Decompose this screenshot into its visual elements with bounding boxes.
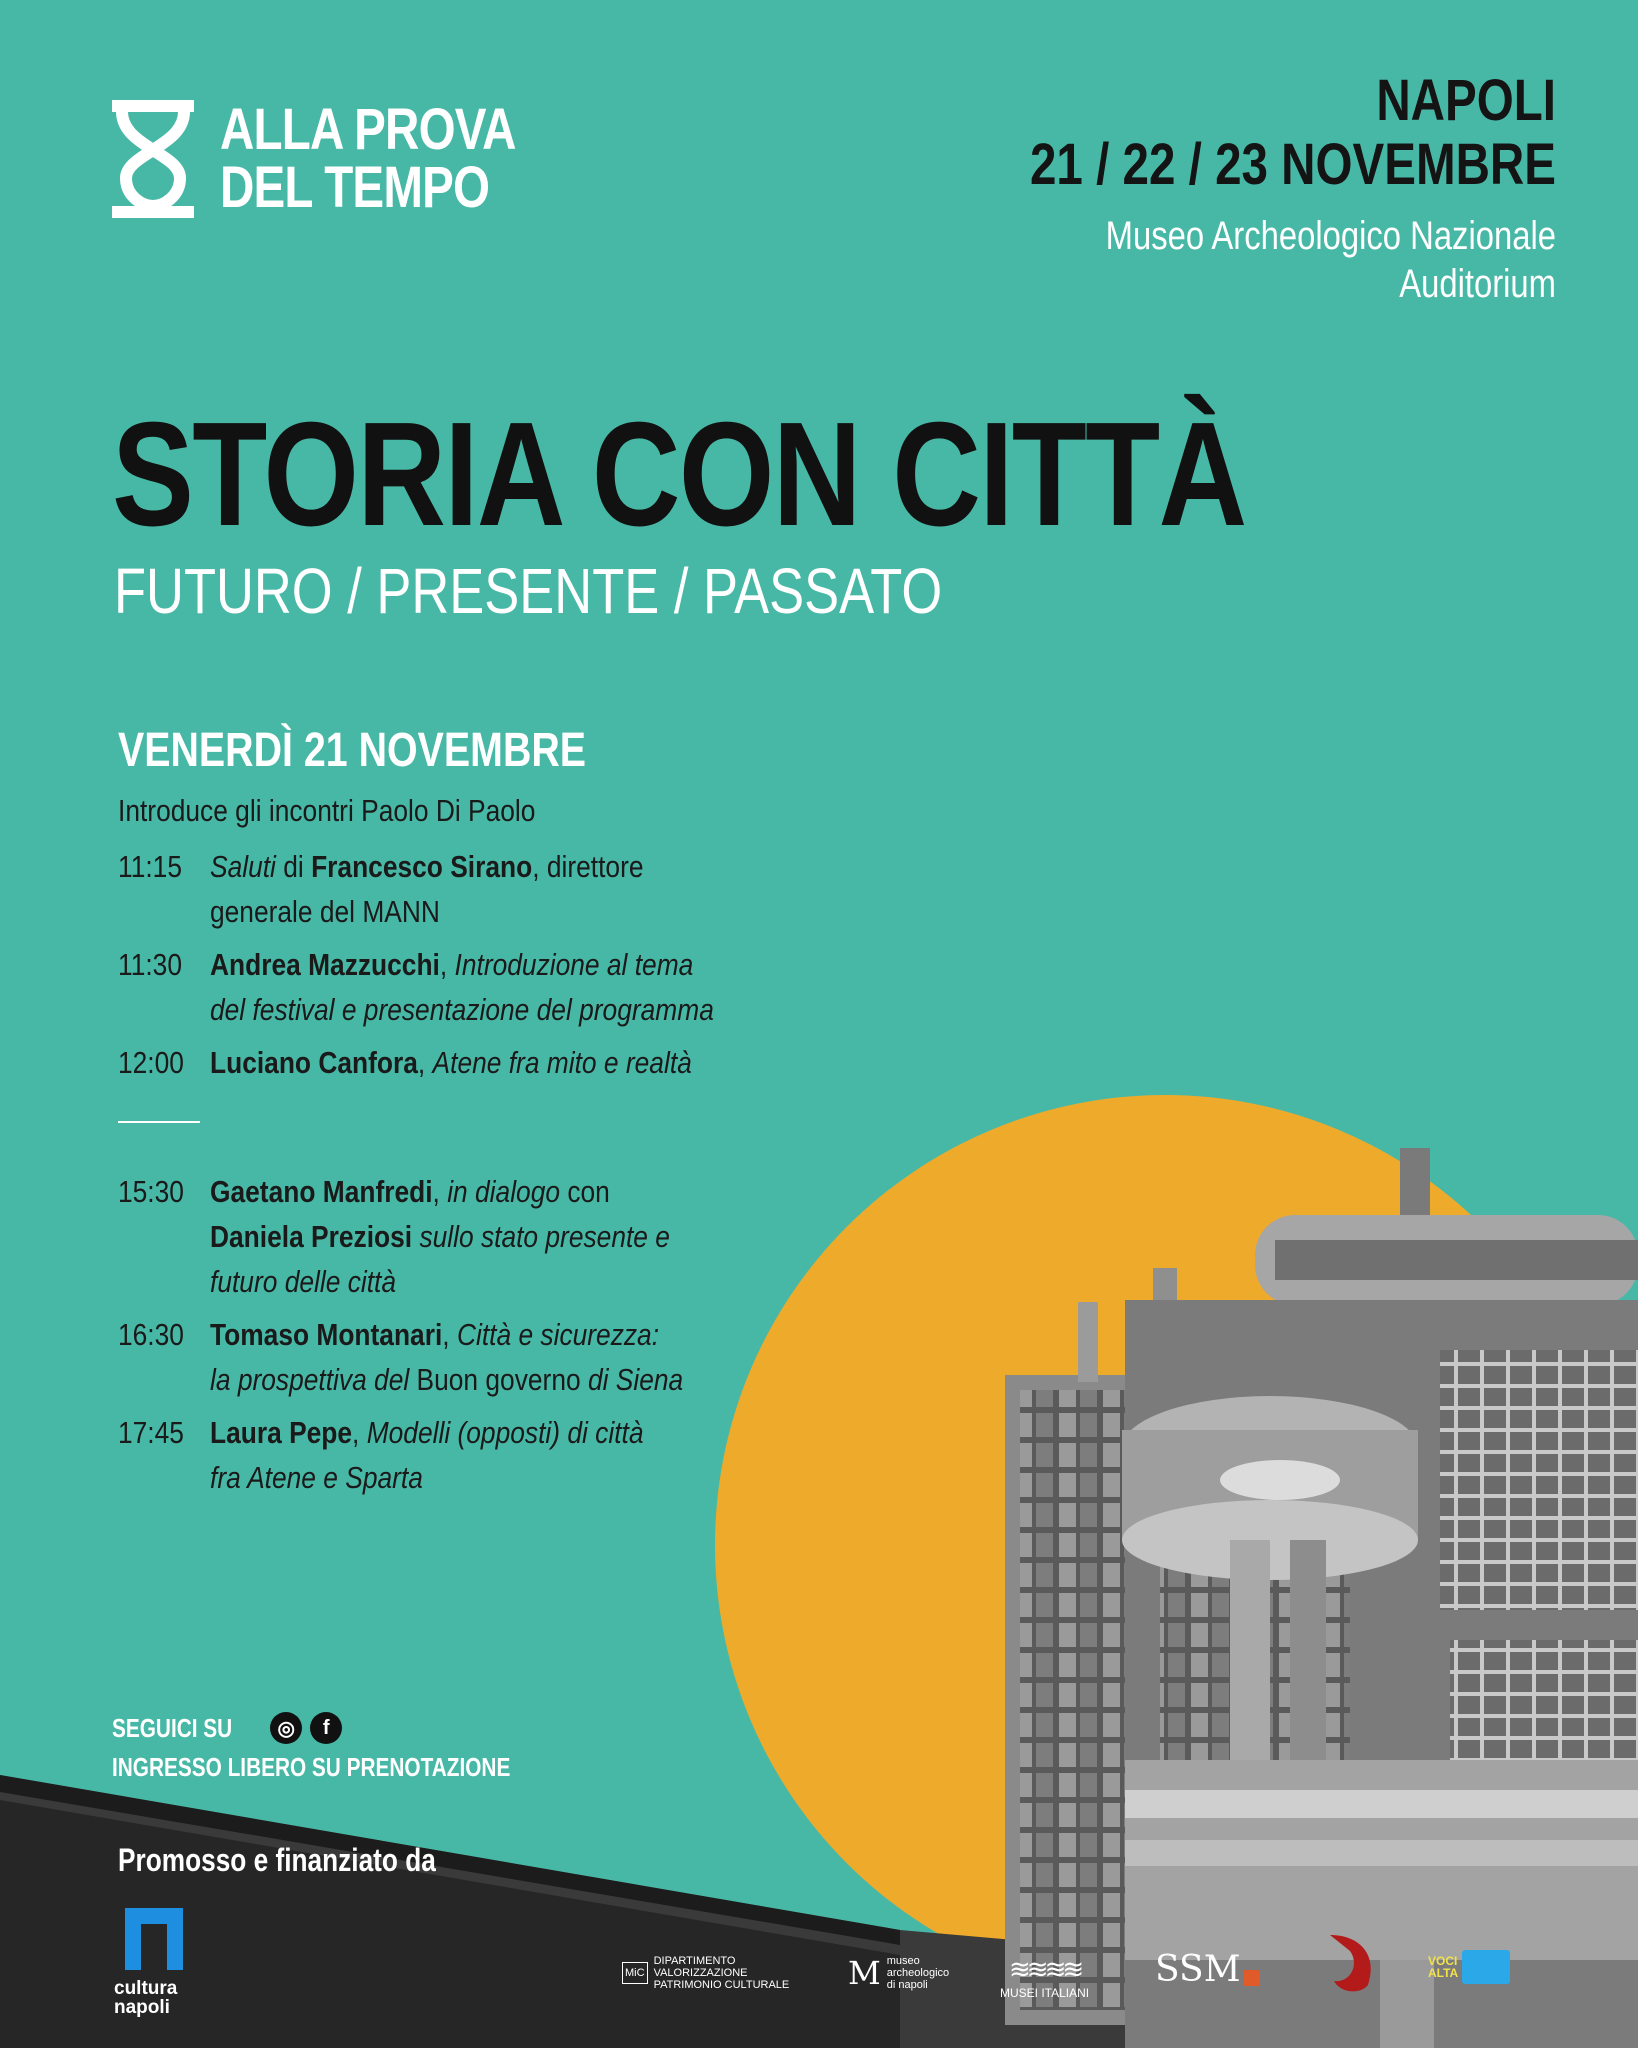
session-item xyxy=(118,1312,878,1402)
session-description xyxy=(210,889,440,934)
session-text: futuro delle città xyxy=(210,1264,397,1299)
session-text: , xyxy=(352,1415,367,1450)
afternoon-sessions xyxy=(118,1169,878,1500)
session-text: , direttore xyxy=(532,849,644,884)
session-text: di Siena xyxy=(587,1362,684,1397)
sponsor-musei-italiani xyxy=(1000,1955,1089,1999)
session-item xyxy=(118,1040,878,1085)
session-time: 16:30 xyxy=(118,1317,184,1352)
session-text: generale del MANN xyxy=(210,894,440,929)
brand-line-2: DEL TEMPO xyxy=(220,155,490,220)
session-text: la prospettiva del xyxy=(210,1362,410,1397)
session-description xyxy=(210,1214,670,1259)
facebook-icon[interactable]: f xyxy=(310,1712,342,1744)
cultura-line-2: napoli xyxy=(114,1997,170,2018)
ssm-text: SSM xyxy=(1155,1949,1241,1990)
session-item xyxy=(118,844,878,934)
session-text: Francesco Sirano xyxy=(311,849,533,884)
follow-label: SEGUICI SU xyxy=(112,1713,233,1743)
session-text: Città e sicurezza: xyxy=(456,1317,660,1352)
mann-text: museo archeologico di napoli xyxy=(886,1955,950,1991)
event-venue-room: Auditorium xyxy=(1399,262,1556,306)
follow-us xyxy=(112,1712,342,1744)
session-time: 11:15 xyxy=(118,849,182,884)
session-time: 12:00 xyxy=(118,1045,184,1080)
event-venue: Museo Archeologico Nazionale xyxy=(1105,214,1556,258)
session-text: , xyxy=(439,947,455,982)
session-text: , xyxy=(417,1045,433,1080)
session-text: , xyxy=(442,1317,457,1352)
session-description xyxy=(210,1410,644,1455)
session-description xyxy=(210,987,714,1032)
session-description xyxy=(210,1169,610,1214)
booking-note: INGRESSO LIBERO SU PRENOTAZIONE xyxy=(112,1752,511,1782)
voci-alta-text: VOCI ALTA xyxy=(1428,1954,1459,1980)
hourglass-logo-icon xyxy=(112,100,194,218)
dipartimento-text: DIPARTIMENTO VALORIZZAZIONE PATRIMONIO CULTURALE xyxy=(653,1955,790,1991)
session-text: Daniela Preziosi xyxy=(210,1219,413,1254)
session-text: con xyxy=(560,1174,610,1209)
session-time: 11:30 xyxy=(118,947,182,982)
morning-sessions xyxy=(118,844,878,1085)
session-text: in dialogo xyxy=(447,1174,561,1209)
sponsor-red-logo xyxy=(1320,1925,1380,1998)
session-description xyxy=(210,1312,659,1357)
program-day: VENERDÌ 21 NOVEMBRE xyxy=(118,724,587,777)
session-item xyxy=(118,1169,878,1304)
session-description xyxy=(210,942,693,987)
session-text: fra Atene e Sparta xyxy=(210,1460,423,1495)
session-divider xyxy=(118,1121,200,1123)
session-time: 17:45 xyxy=(118,1415,184,1450)
instagram-icon[interactable]: ◎ xyxy=(270,1712,302,1744)
session-text: del festival e presentazione del programma xyxy=(210,992,714,1027)
cultura-line-1: cultura xyxy=(114,1978,178,1999)
session-item xyxy=(118,1410,878,1500)
sponsor-mann xyxy=(848,1955,949,1991)
session-description xyxy=(210,844,644,889)
brand-line-1: ALLA PROVA xyxy=(220,97,516,162)
session-text: Laura Pepe xyxy=(210,1415,353,1450)
event-dates: 21 / 22 / 23 NOVEMBRE xyxy=(1029,132,1556,197)
promoted-by: Promosso e finanziato da xyxy=(118,1842,436,1878)
session-item xyxy=(118,942,878,1032)
ssm-mark-icon xyxy=(1244,1970,1260,1986)
session-text: sullo stato presente e xyxy=(419,1219,670,1254)
program-schedule xyxy=(118,724,878,1500)
event-city: NAPOLI xyxy=(1376,68,1556,133)
brand-logo xyxy=(112,97,581,220)
session-text: Andrea Mazzucchi xyxy=(210,947,440,982)
musei-wave-icon: ≋≋≋≋ xyxy=(1009,1954,1081,1984)
cultura-napoli-icon xyxy=(121,1904,187,1970)
session-description xyxy=(210,1455,423,1500)
session-text: Saluti xyxy=(210,849,276,884)
session-description xyxy=(210,1259,396,1304)
session-text: Atene fra mito e realtà xyxy=(432,1045,692,1080)
page-subtitle: FUTURO / PRESENTE / PASSATO xyxy=(114,555,943,627)
session-text: di xyxy=(275,849,312,884)
session-text: Introduzione al tema xyxy=(454,947,694,982)
mann-logo-icon: M xyxy=(848,1954,881,1992)
book-icon xyxy=(1462,1950,1510,1984)
session-text: Luciano Canfora xyxy=(210,1045,418,1080)
red-swoosh-icon xyxy=(1320,1925,1380,1995)
event-info xyxy=(796,70,1556,308)
mic-logo: MiC xyxy=(622,1962,648,1984)
session-text: Gaetano Manfredi xyxy=(210,1174,433,1209)
sponsor-dipartimento xyxy=(622,1955,789,1991)
session-text: Tomaso Montanari xyxy=(210,1317,443,1352)
session-text: , xyxy=(432,1174,448,1209)
sponsor-voci-alta xyxy=(1428,1950,1510,1984)
cultura-napoli-logo xyxy=(114,1904,194,2017)
musei-text: MUSEI ITALIANI xyxy=(1000,1986,1090,2000)
session-description xyxy=(210,1357,683,1402)
session-text: Modelli (opposti) di città xyxy=(366,1415,644,1450)
session-text: Buon governo xyxy=(409,1362,588,1397)
page-title: STORIA CON CITTÀ xyxy=(112,392,1246,557)
session-description xyxy=(210,1040,692,1085)
session-time: 15:30 xyxy=(118,1174,184,1209)
sponsor-ssm xyxy=(1155,1950,1260,1990)
program-intro: Introduce gli incontri Paolo Di Paolo xyxy=(118,793,536,828)
brand-name xyxy=(220,97,516,220)
